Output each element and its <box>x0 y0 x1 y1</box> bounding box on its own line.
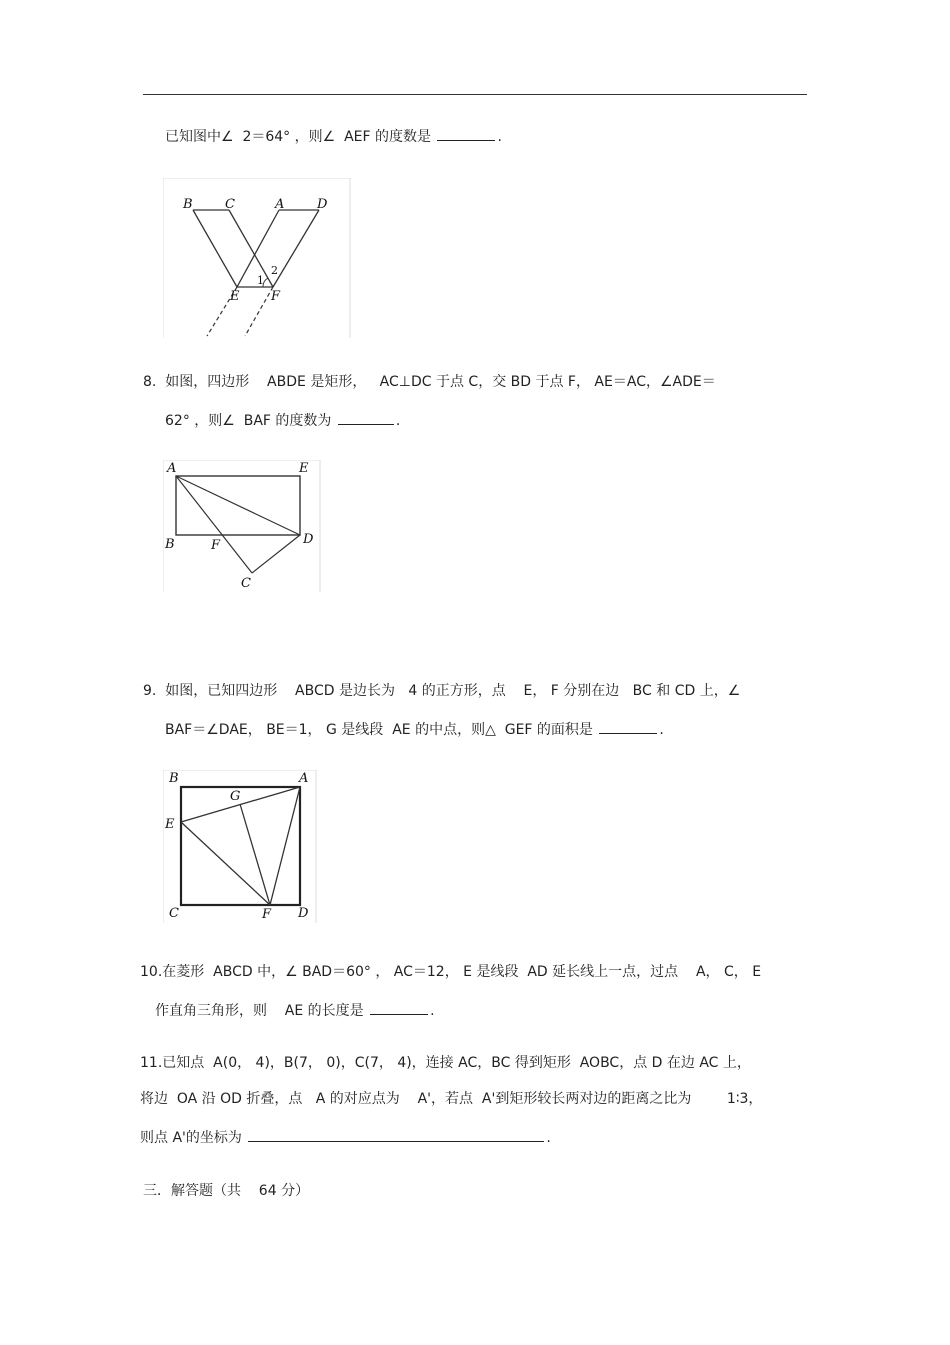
q8-seg-ad <box>176 476 300 535</box>
section-3-title: 三．解答题（共 64 分） <box>143 1183 310 1199</box>
q10-line2-wrap <box>155 1000 435 1020</box>
q7-text <box>165 126 502 146</box>
q8-seg-dc <box>252 535 300 573</box>
q8-label-c: C <box>241 576 251 591</box>
q10-period: . <box>430 1003 435 1019</box>
q9-label-e: E <box>165 817 175 832</box>
q9-label-f: F <box>262 907 272 922</box>
q7-seg-be <box>193 210 237 287</box>
q9-seg-gf <box>240 804 270 905</box>
q9-answer-blank <box>599 719 657 734</box>
q11-answer-blank <box>248 1127 544 1142</box>
q9-label-b: B <box>169 771 179 786</box>
q9-label-g: G <box>230 789 241 804</box>
q8-label-a: A <box>167 461 177 476</box>
q7-label-b: B <box>183 197 193 212</box>
q10-line2: 作直角三角形，则 AE 的长度是 <box>155 1003 364 1019</box>
q11-line1: 11.已知点 A(0， 4)，B(7， 0)，C(7， 4)，连接 AC，BC 得到矩形 AOBC，点 D 在边 AC 上， <box>140 1055 751 1071</box>
q9-seg-ef <box>181 822 270 905</box>
q8-line2-wrap <box>165 410 400 430</box>
q9-label-d: D <box>298 906 309 921</box>
q11-line2: 将边 OA 沿 OD 折叠，点 A 的对应点为 A'，若点 A'到矩形较长两对边的距离之比为 1∶3， <box>140 1091 763 1107</box>
q7-seg-df <box>273 210 319 287</box>
q7-label-f: F <box>271 289 281 304</box>
q7-label-c: C <box>225 197 235 212</box>
q9-period: . <box>659 722 664 738</box>
q9-line2: BAF＝∠DAE， BE＝1， G 是线段 AE 的中点，则△ GEF 的面积是 <box>165 722 593 738</box>
q8-line1: 8. 如图，四边形 ABDE 是矩形， AC⊥DC 于点 C，交 BD 于点 F， AE＝AC，∠ADE＝ <box>143 374 716 390</box>
q9-label-c: C <box>169 906 179 921</box>
q9-label-a: A <box>299 771 309 786</box>
q11-line3: 则点 A'的坐标为 <box>140 1130 242 1146</box>
q8-label-b: B <box>165 537 175 552</box>
q7-seg-cf <box>229 210 273 287</box>
q8-period: . <box>395 413 401 429</box>
q8-label-e: E <box>299 461 309 476</box>
q7-period: . <box>497 129 502 145</box>
q9-seg-af <box>270 787 300 905</box>
q7-label-a: A <box>275 197 285 212</box>
q11-period: . <box>546 1130 551 1146</box>
q10-answer-blank <box>370 1000 428 1015</box>
q8-line2: 62° ，则∠ BAF 的度数为 <box>165 413 332 429</box>
q9-figure <box>163 770 317 923</box>
q7-label-1: 1 <box>257 274 264 287</box>
q8-answer-blank <box>338 410 394 425</box>
q7-figure <box>163 178 351 338</box>
q7-label-2: 2 <box>271 264 278 277</box>
q7-label-d: D <box>317 197 328 212</box>
q10-line1: 10.在菱形 ABCD 中，∠ BAD＝60° ， AC＝12， E 是线段 AD 延长线上一点，过点 A， C， E <box>140 964 762 980</box>
q7-label-e: E <box>230 289 240 304</box>
q7-answer-blank <box>437 126 495 141</box>
q7-line1: 已知图中∠ 2＝64° ，则∠ AEF 的度数是 <box>165 129 431 145</box>
q9-line1: 9. 如图，已知四边形 ABCD 是边长为 4 的正方形，点 E， F 分别在边 BC 和 CD 上，∠ <box>143 683 741 699</box>
q8-label-f: F <box>211 538 221 553</box>
header-rule <box>143 94 807 95</box>
q8-figure <box>163 460 321 592</box>
q8-seg-ac <box>176 476 252 573</box>
q8-label-d: D <box>303 532 314 547</box>
q11-line3-wrap <box>140 1127 551 1147</box>
q7-ext-f <box>245 287 273 336</box>
q9-line2-wrap <box>165 719 664 739</box>
